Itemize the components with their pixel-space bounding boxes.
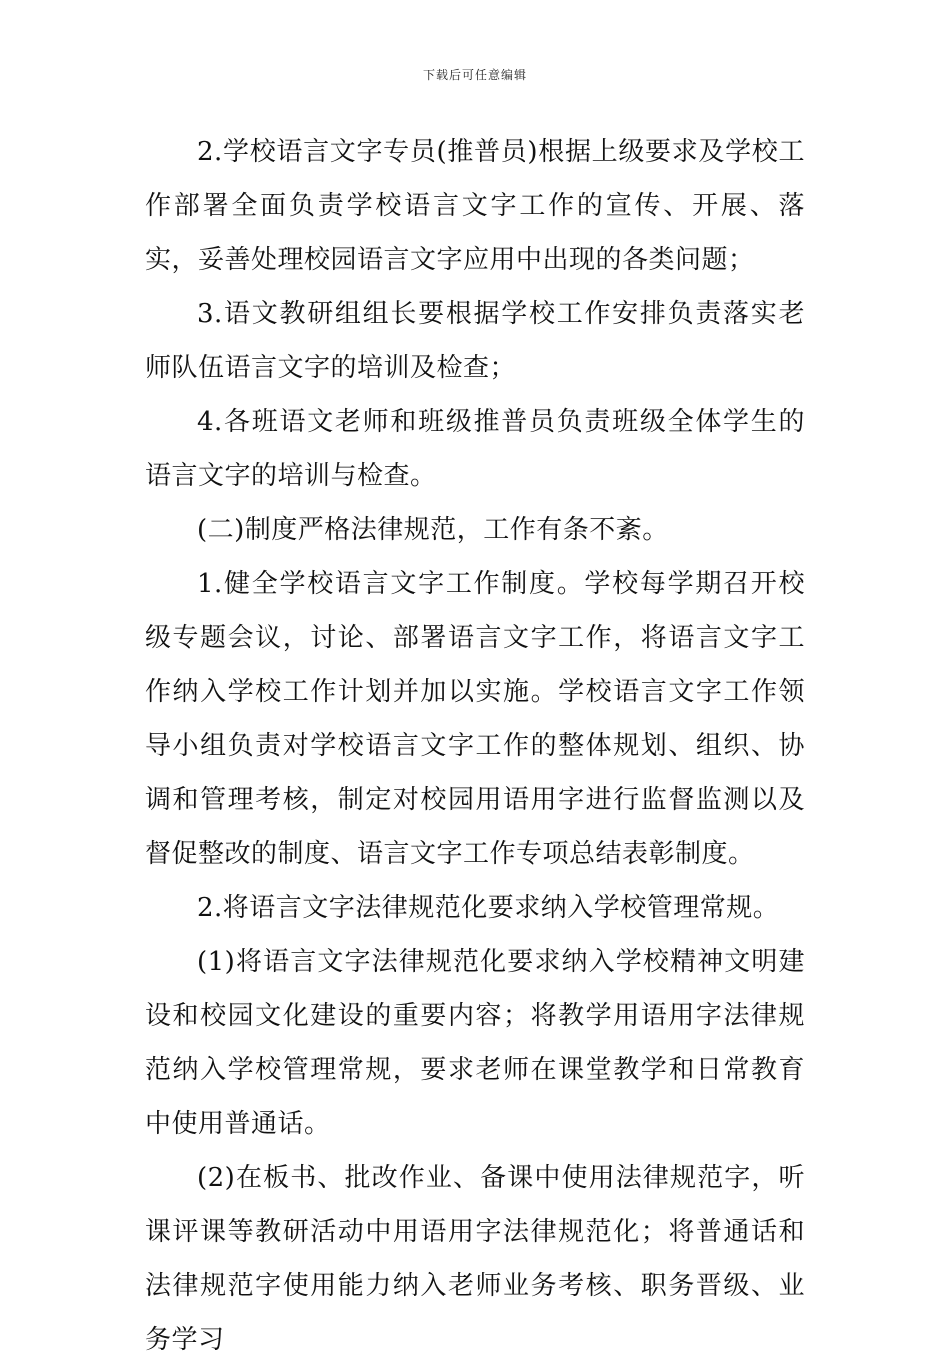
paragraph: (1)将语言文字法律规范化要求纳入学校精神文明建设和校园文化建设的重要内容；将教学用语用字法律规范纳入学校管理常规，要求老师在课堂教学和日常教育中使用普通话。 bbox=[145, 947, 805, 1139]
document-body bbox=[145, 125, 805, 1367]
paragraph: 3.语文教研组组长要根据学校工作安排负责落实老师队伍语言文字的培训及检查； bbox=[145, 299, 805, 383]
paragraph: 1.健全学校语言文字工作制度。学校每学期召开校级专题会议，讨论、部署语言文字工作，将语言文字工作纳入学校工作计划并加以实施。学校语言文字工作领导小组负责对学校语言文字工作的整体规划、组织、协调和管理考核，制定对校园用语用字进行监督监测以及督促整改的制度、语言文字工作专项总结表彰制度。 bbox=[145, 569, 805, 869]
paragraph: (2)在板书、批改作业、备课中使用法律规范字，听课评课等教研活动中用语用字法律规范化；将普通话和法律规范字使用能力纳入老师业务考核、职务晋级、业务学习 bbox=[145, 1163, 805, 1355]
paragraph: 2.学校语言文字专员(推普员)根据上级要求及学校工作部署全面负责学校语言文字工作的宣传、开展、落实，妥善处理校园语言文字应用中出现的各类问题； bbox=[145, 137, 805, 275]
paragraph: 4.各班语文老师和班级推普员负责班级全体学生的语言文字的培训与检查。 bbox=[145, 407, 805, 491]
section-heading: (二)制度严格法律规范，工作有条不紊。 bbox=[197, 515, 669, 545]
paragraph: 2.将语言文字法律规范化要求纳入学校管理常规。 bbox=[197, 893, 780, 923]
page-header: 下载后可任意编辑 bbox=[422, 68, 527, 82]
